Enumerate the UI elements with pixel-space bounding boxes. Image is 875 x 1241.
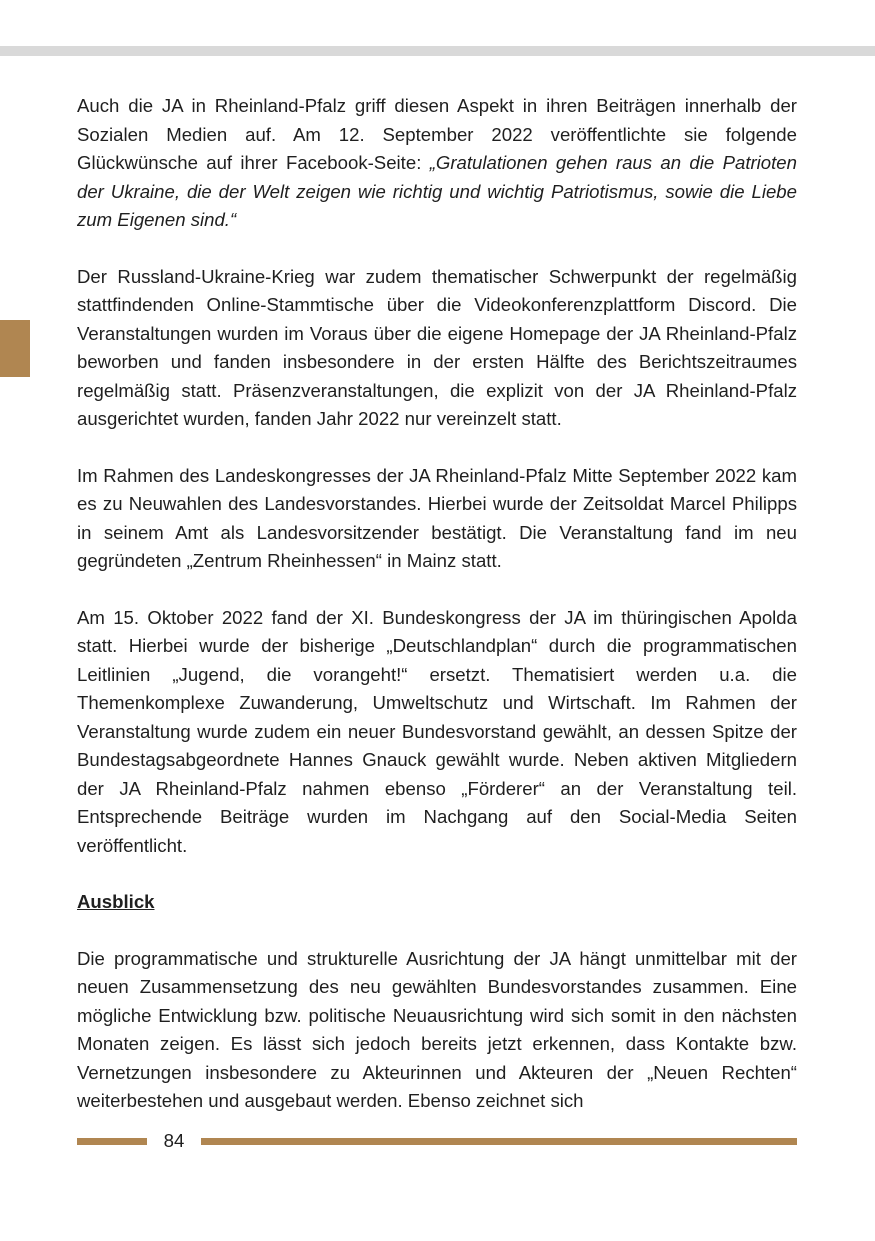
top-rule	[0, 46, 875, 56]
footer-bar-left	[77, 1138, 147, 1145]
facebook-quote: „Gratulationen gehen raus an die Patrioten der Ukraine, die der Welt zeigen wie richtig und wichtig Patriotismus, sowie die Liebe zum Eigenen sind.“	[77, 152, 797, 230]
paragraph-ausblick: Die programmatische und strukturelle Ausrichtung der JA hängt unmittelbar mit der neuen Zusammensetzung des neu gewählten Bundesvorstandes zusammen. Eine mögliche Entwicklung bzw. politische Neuausrichtung wird sich somit in den nächsten Monaten zeigen. Es lässt sich jedoch bereits jetzt erkennen, dass Kontakte bzw. Vernetzungen insbesondere zu Akteurinnen und Akteuren der „Neuen Rechten“ weiterbestehen und ausgebaut werden. Ebenso zeichnet sich	[77, 947, 797, 1111]
paragraph-online-stammtische: Der Russland-Ukraine-Krieg war zudem thematischer Schwerpunkt der regelmäßig stattfindenden Online-Stammtische über die Videokonferenzplattform Discord. Die Veranstaltungen wurden im Voraus über die eigene Homepage der JA Rheinland-Pfalz beworben und fanden insbesondere in der ersten Hälfte des Berichtszeitraumes regelmäßig statt. Präsenzveranstaltungen, die explizit von der JA Rheinland-Pfalz ausgerichtet wurden, fanden Jahr 2022 nur vereinzelt statt.	[77, 265, 797, 429]
paragraph-landeskongress: Im Rahmen des Landeskongresses der JA Rheinland-Pfalz Mitte September 2022 kam es zu Neuwahlen des Landesvorstandes. Hierbei wurde der Zeitsoldat Marcel Philipps in seinem Amt als Landesvorsitzender bestätigt. Die Veranstaltung fand im neu gegründeten „Zentrum Rheinhessen“ in Mainz statt.	[77, 464, 797, 571]
paragraph-bundeskongress: Am 15. Oktober 2022 fand der XI. Bundeskongress der JA im thüringischen Apolda statt. Hierbei wurde der bisherige „Deutschlandplan“ durch die programmatischen Leitlinien „Jugend, die vorangeht!“ ersetzt. Thematisiert werden u.a. die Themenkomplexe Zuwanderung, Umweltschutz und Wirtschaft. Im Rahmen der Veranstaltung wurde zudem ein neuer Bundesvorstand gewählt, an dessen Spitze der Bundestagsabgeordnete Hannes Gnauck gewählt wurde. Neben aktiven Mitgliedern der JA Rheinland-Pfalz nahmen ebenso „Förderer“ an der Veranstaltung teil. Entsprechende Beiträge wurden im Nachgang auf den Social-Media Seiten veröffentlicht.	[77, 606, 797, 856]
footer-bar-right	[201, 1138, 797, 1145]
page-footer	[77, 1127, 797, 1157]
section-heading-ausblick: Ausblick	[77, 891, 155, 912]
page-number: 84	[163, 1130, 185, 1151]
page-body	[77, 92, 797, 1116]
paragraph-facebook-quote	[77, 92, 797, 235]
side-tab-marker	[0, 320, 30, 377]
paragraph-text: Auch die JA in Rheinland-Pfalz griff diesen Aspekt in ihren Beiträgen innerhalb der Sozialen Medien auf. Am 12. September 2022 veröffentlichte sie folgende Glückwünsche auf ihrer Facebook-Seite:	[77, 95, 797, 173]
